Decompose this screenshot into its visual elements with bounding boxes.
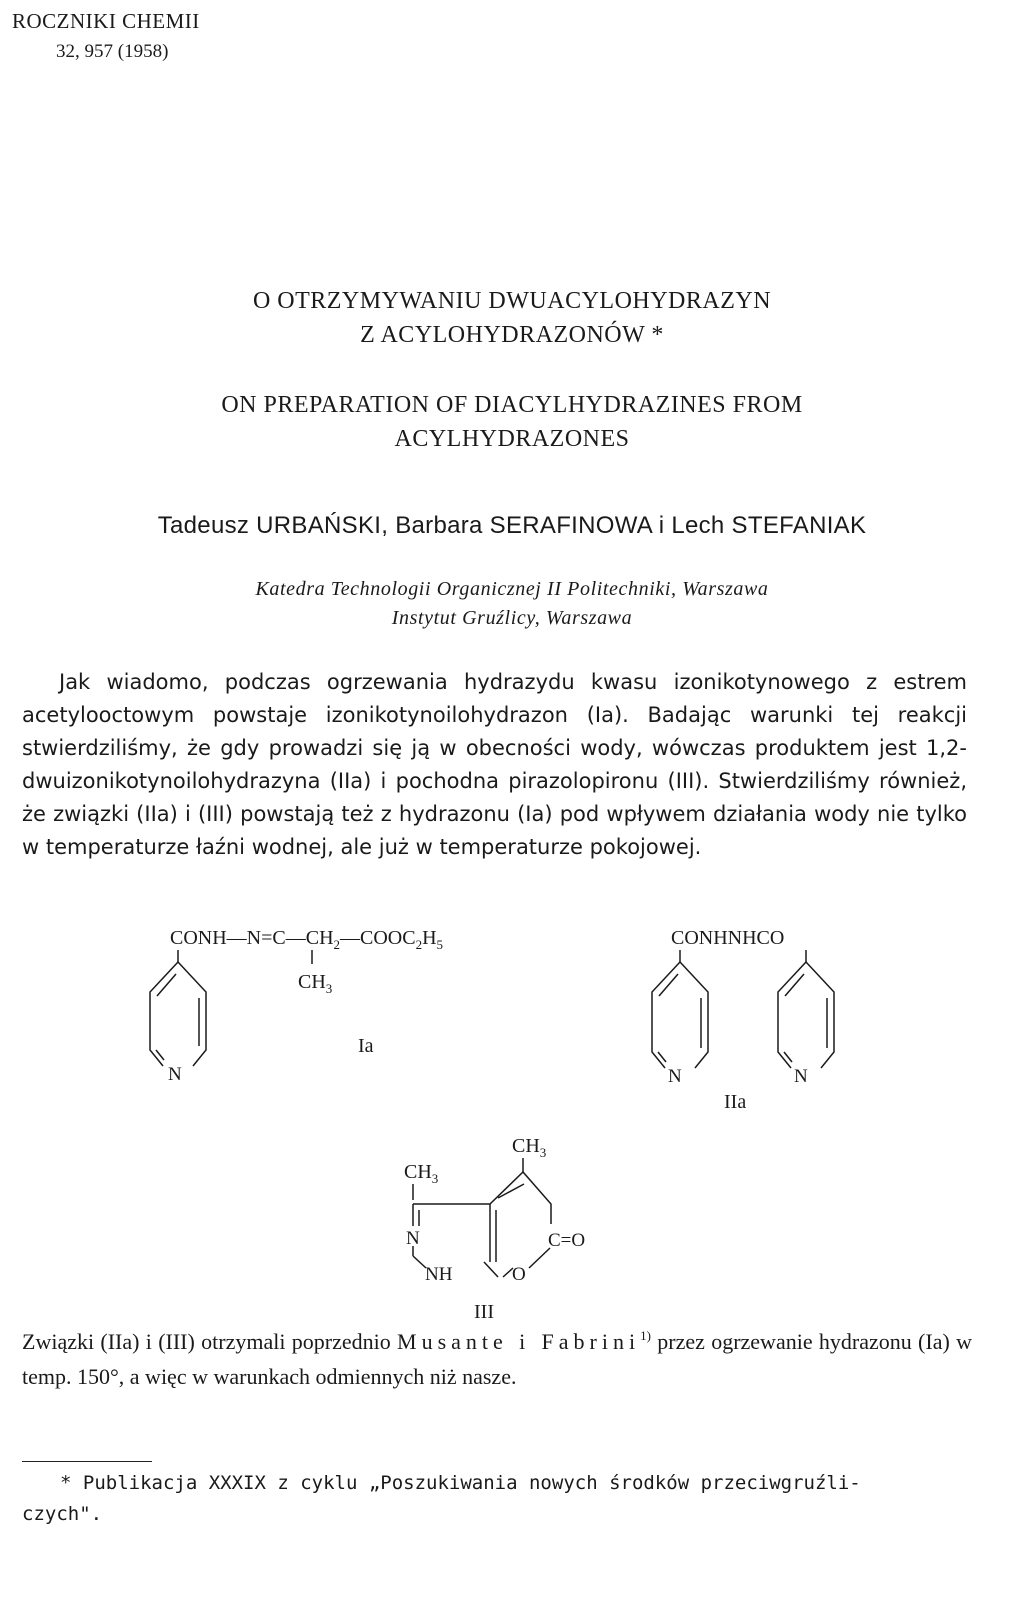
title-polish-line2: Z ACYLOHYDRAZONÓW * — [360, 322, 664, 348]
svg-text:CH3: $CH_3$ — [512, 1135, 547, 1160]
footnote-divider — [22, 1461, 152, 1462]
affiliation-2: Instytut Gruźlicy, Warszawa — [391, 607, 633, 629]
body-paragraph-1: Jak wiadomo, podczas ogrzewania hydrazydu kwasu izonikotynowego z estrem acetylooctowym powstaje izonikotynoilohydrazon (Ia). Badając warunki tej reakcji stwierdziliśmy, że gdy prowadzi się ją w obecności wody, wówczas produktem jest 1,2-dwuizonikotynoilohydrazyna (IIa) i pochodna pirazolopironu (III). Stwierdziliśmy również, że związki (IIa) i (III) powstają też z hydrazonu (Ia) pod wpływem działania wody nie tylko w temperaturze łaźni wodnej, ale już w temperaturze pokojowej. — [22, 670, 967, 859]
structure-iii — [404, 1135, 585, 1323]
svg-text:CONH—N=C—CH2—COOC2H5: $CONH—N=C—CH_2—COOC_2H_5$ — [170, 927, 444, 952]
affiliation-1: Katedra Technologii Organicznej II Politechniki, Warszawa — [255, 578, 769, 600]
svg-text:CH3: $CH_3$ — [298, 971, 333, 996]
svg-text:N: N — [406, 1228, 420, 1249]
body-paragraph-2: Związki (IIa) i (III) otrzymali poprzednio Musante i Fabrini$^{1)}$ przez ogrzewanie hydrazonu (Ia) w temp. 150°, a więc w warunkach odmiennych niż nasze. — [22, 1328, 973, 1389]
svg-text:C=O: C=O — [548, 1230, 586, 1251]
svg-text:N: N — [794, 1066, 808, 1087]
title-polish-line1: O OTRZYMYWANIU DWUACYLOHYDRAZYN — [252, 288, 772, 314]
label-ia: Ia — [358, 1035, 374, 1057]
label-iii: III — [474, 1301, 494, 1323]
journal-reference: 32, 957 (1958) — [56, 41, 169, 62]
svg-text:CH3: $CH_3$ — [404, 1161, 439, 1186]
title-english-line2: ACYLHYDRAZONES — [394, 426, 630, 452]
citation-ref: 1) — [640, 1328, 651, 1343]
footnote: * Publikacja XXXIX z cyklu „Poszukiwania nowych środków przeciwgruźli- czych". — [22, 1472, 861, 1525]
title-english-line1: ON PREPARATION OF DIACYLHYDRAZINES FROM — [221, 392, 803, 418]
author-names-musante-fabrini: Musante i Fabrini — [397, 1329, 641, 1354]
svg-text:O: O — [512, 1264, 526, 1285]
journal-name: ROCZNIKI CHEMII — [12, 9, 200, 33]
svg-text:N: N — [668, 1066, 682, 1087]
svg-text:N: N — [168, 1064, 182, 1085]
label-iia: IIa — [724, 1091, 747, 1113]
structure-ia — [150, 927, 443, 1085]
authors: Tadeusz URBAŃSKI, Barbara SERAFINOWA i Lech STEFANIAK — [157, 512, 867, 539]
svg-text:NH: NH — [425, 1264, 453, 1285]
structure-iia — [652, 927, 834, 1113]
svg-text:CONHNHCO: CONHNHCO — [671, 927, 785, 949]
